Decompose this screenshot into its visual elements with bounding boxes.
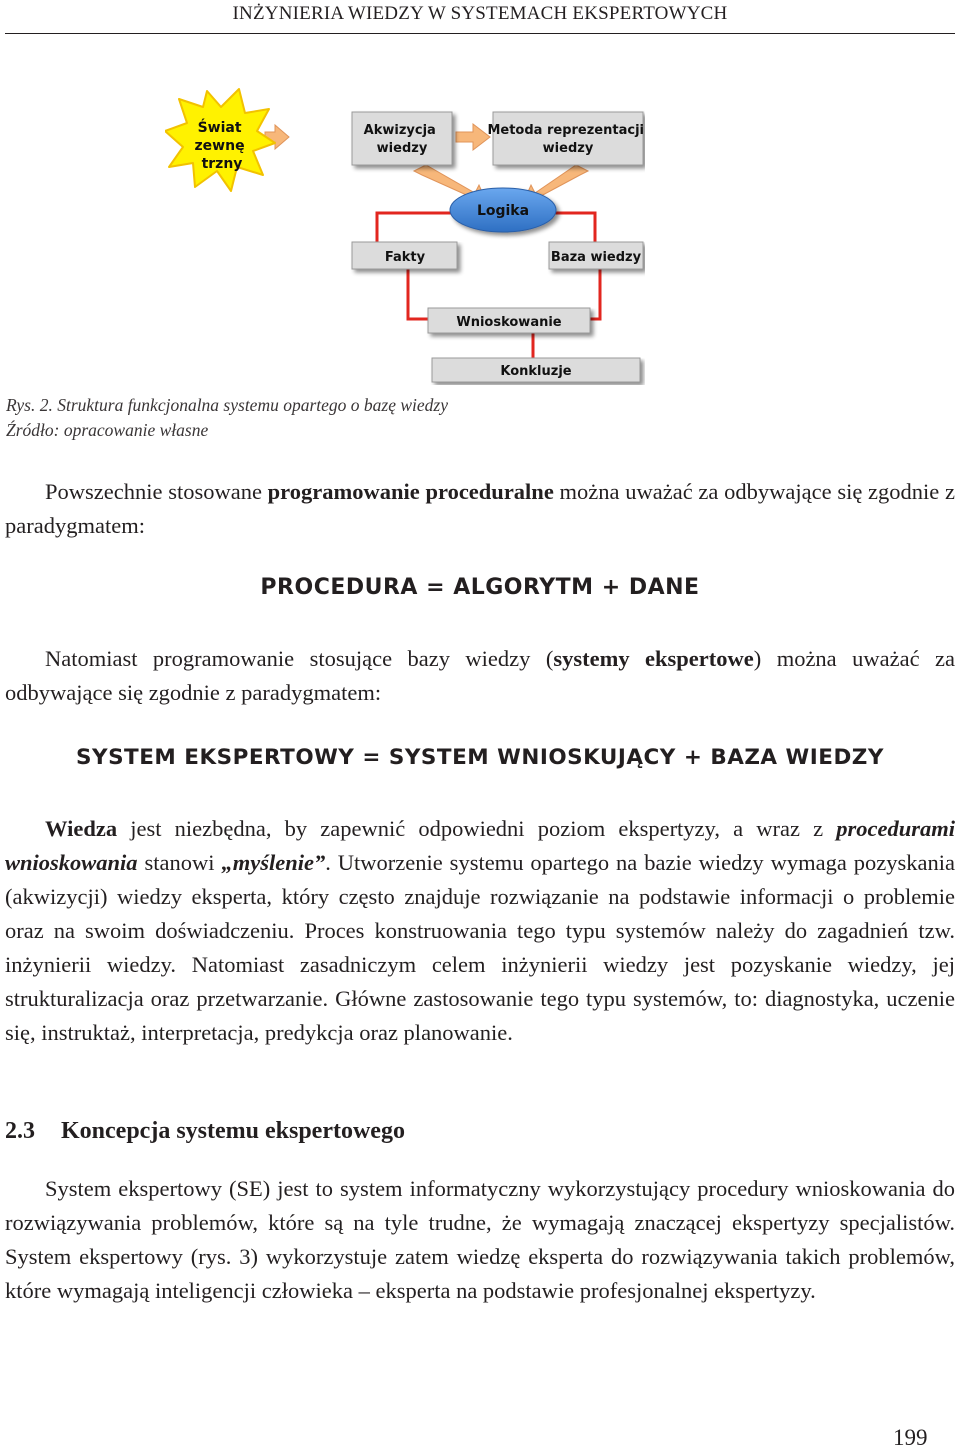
starburst-text: [195, 118, 250, 172]
formula-system: SYSTEM EKSPERTOWY = SYSTEM WNIOSKUJĄCY + BAZA WIEDZY: [76, 745, 884, 770]
connector-fakty-wnioskowanie: [408, 269, 428, 319]
starburst-line-1: Świat: [197, 120, 242, 136]
akwizycja-line-1: Akwizycja: [363, 123, 436, 138]
box-metoda: [493, 112, 643, 165]
page-number: 199: [893, 1425, 928, 1450]
section-number: 2.3: [5, 1118, 35, 1144]
section-heading: [5, 1118, 405, 1145]
akwizycja-line-2: wiedzy: [376, 141, 428, 156]
starburst-line-2: zewnę: [194, 138, 245, 154]
arrow-akwizycja-to-metoda: [456, 124, 490, 150]
caption-source: Źródło: opracowanie własne: [6, 420, 209, 440]
box-akwizycja: [352, 112, 452, 165]
paragraph-definition-text: System ekspertowy (SE) jest to system informatyczny wykorzystujący procedury wnioskowania do rozwiązywania problemów, które są na tyle trudne, że wymagają znaczącej ekspertyzy specjalistów. System ekspertowy (rys. 3) wykorzystuje zatem wiedzę eksperta do rozwiązywania takich problemów, które wymagają inteligencji człowieka – eksperta na podstawie profesjonalnej ekspertyzy.: [5, 1176, 955, 1303]
box-wnioskowanie-text: Wnioskowanie: [456, 315, 562, 330]
section-title: Koncepcja systemu ekspertowego: [61, 1118, 405, 1144]
paragraph-definition: [5, 1172, 955, 1308]
p3-bold-italic-myslenie: „myślenie”: [221, 850, 326, 875]
metoda-line-2: wiedzy: [542, 141, 594, 156]
figure-caption: [6, 393, 448, 443]
p1-text-1: Powszechnie stosowane: [45, 479, 268, 504]
connectors: [377, 213, 600, 358]
p3-text-2: stanowi: [137, 850, 222, 875]
ellipse-logika-text: Logika: [476, 203, 530, 219]
box-fakty-text: Fakty: [384, 250, 426, 265]
connector-baza-wnioskowanie: [590, 269, 600, 319]
formula-procedura: PROCEDURA = ALGORYTM + DANE: [260, 575, 700, 600]
box-baza-text: Baza wiedzy: [550, 250, 642, 265]
starburst-line-3: trzny: [201, 156, 243, 172]
p2-bold-term: systemy ekspertowe: [553, 646, 754, 671]
p3-bold-italic-procedury: procedurami wnioskowania: [5, 816, 955, 875]
paragraph-wiedza-text: [5, 812, 955, 1050]
paragraph-procedural: [5, 475, 955, 543]
p3-text-1: jest niezbędna, by zapewnić odpowiedni poziom ekspertyzy, a wraz z: [117, 816, 837, 841]
running-header: INŻYNIERIA WIEDZY W SYSTEMACH EKSPERTOWYCH: [232, 3, 728, 24]
p2-text-1: Natomiast programowanie stosujące bazy wiedzy (: [45, 646, 554, 671]
caption-title: Rys. 2. Struktura funkcjonalna systemu opartego o bazę wiedzy: [6, 395, 448, 415]
header-rule: [5, 33, 955, 34]
metoda-line-1: Metoda reprezentacji: [487, 123, 644, 138]
paragraph-knowledge: [5, 642, 955, 710]
p1-text-2: można uważać za odbywające się zgodnie z paradygmatem:: [5, 479, 955, 538]
paragraph-knowledge-text: [5, 642, 955, 710]
p1-bold-term: programowanie proceduralne: [267, 479, 554, 504]
p3-text-3: . Utworzenie systemu opartego na bazie wiedzy wymaga pozyskania (akwizycji) wiedzy eksperta, który często znajduje rozwiązanie na podstawie informacji o problemie oraz na swoim doświadczeniu. Proces konstruowania tego typu systemów należy do zagadnień tzw. inżynierii wiedzy. Natomiast zasadniczym celem inżynierii wiedzy jest pozyskanie wiedzy, jej strukturalizacja oraz przetwarzanie. Główne zastosowanie tego typu systemów, to: diagnostyka, uczenie się, instruktaż, interpretacja, predykcja oraz planowanie.: [5, 850, 955, 1045]
p3-bold-wiedza: Wiedza: [45, 816, 118, 841]
structure-diagram: [165, 85, 645, 385]
paragraph-wiedza: [5, 812, 955, 1050]
box-konkluzje-text: Konkluzje: [500, 364, 572, 379]
p2-text-2: ) można uważać za odbywające się zgodnie z paradygmatem:: [5, 646, 955, 705]
paragraph-procedural-text: [5, 475, 955, 543]
